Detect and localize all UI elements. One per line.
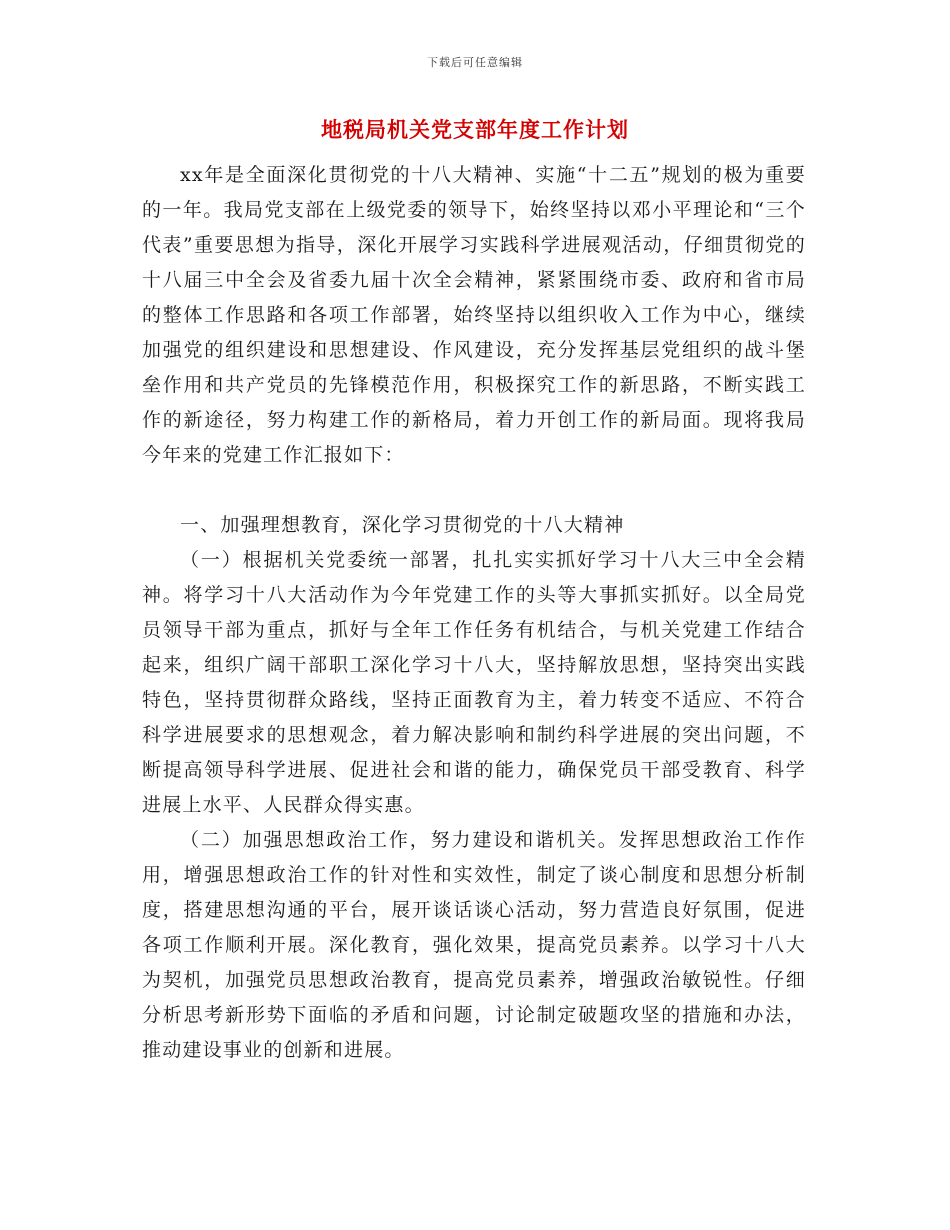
section-paragraph-2: （二）加强思想政治工作，努力建设和谐机关。发挥思想政治工作作用，增强思想政治工作的针对性和实效性，制定了谈心制度和思想分析制度，搭建思想沟通的平台，展开谈话谈心活动，努力营造良好氛围，促进各项工作顺利开展。深化教育，强化效果，提高党员素养。以学习十八大为契机，加强党员思想政治教育，提高党员素养，增强政治敏锐性。仔细分析思考新形势下面临的矛盾和问题，讨论制定破题攻坚的措施和办法，推动建设事业的创新和进展。 [142,829,806,1061]
section-heading: 一、加强理想教育，深化学习贯彻党的十八大精神 [180,514,625,536]
section-paragraph-1: （一）根据机关党委统一部署，扎扎实实抓好学习十八大三中全会精神。将学习十八大活动作为今年党建工作的头等大事抓实抓好。以全局党员领导干部为重点，抓好与全年工作任务有机结合，与机关党建工作结合起来，组织广阔干部职工深化学习十八大，坚持解放思想，坚持突出实践特色，坚持贯彻群众路线，坚持正面教育为主，着力转变不适应、不符合科学进展要求的思想观念，着力解决影响和制约科学进展的突出问题，不断提高领导科学进展、促进社会和谐的能力，确保党员干部受教育、科学进展上水平、人民群众得实惠。 [142,549,806,816]
document-body [142,158,806,1068]
document-title: 地税局机关党支部年度工作计划 [321,117,629,142]
header-note: 下载后可任意编辑 [427,56,523,69]
intro-paragraph: xx年是全面深化贯彻党的十八大精神、实施“十二五”规划的极为重要的一年。我局党支部在上级党委的领导下，始终坚持以邓小平理论和“三个代表”重要思想为指导，深化开展学习实践科学进展观活动，仔细贯彻党的十八届三中全会及省委九届十次全会精神，紧紧围绕市委、政府和省市局的整体工作思路和各项工作部署，始终坚持以组织收入工作为中心，继续加强党的组织建设和思想建设、作风建设，充分发挥基层党组织的战斗堡垒作用和共产党员的先锋模范作用，积极探究工作的新思路，不断实践工作的新途径，努力构建工作的新格局，着力开创工作的新局面。现将我局今年来的党建工作汇报如下： [142,164,806,466]
